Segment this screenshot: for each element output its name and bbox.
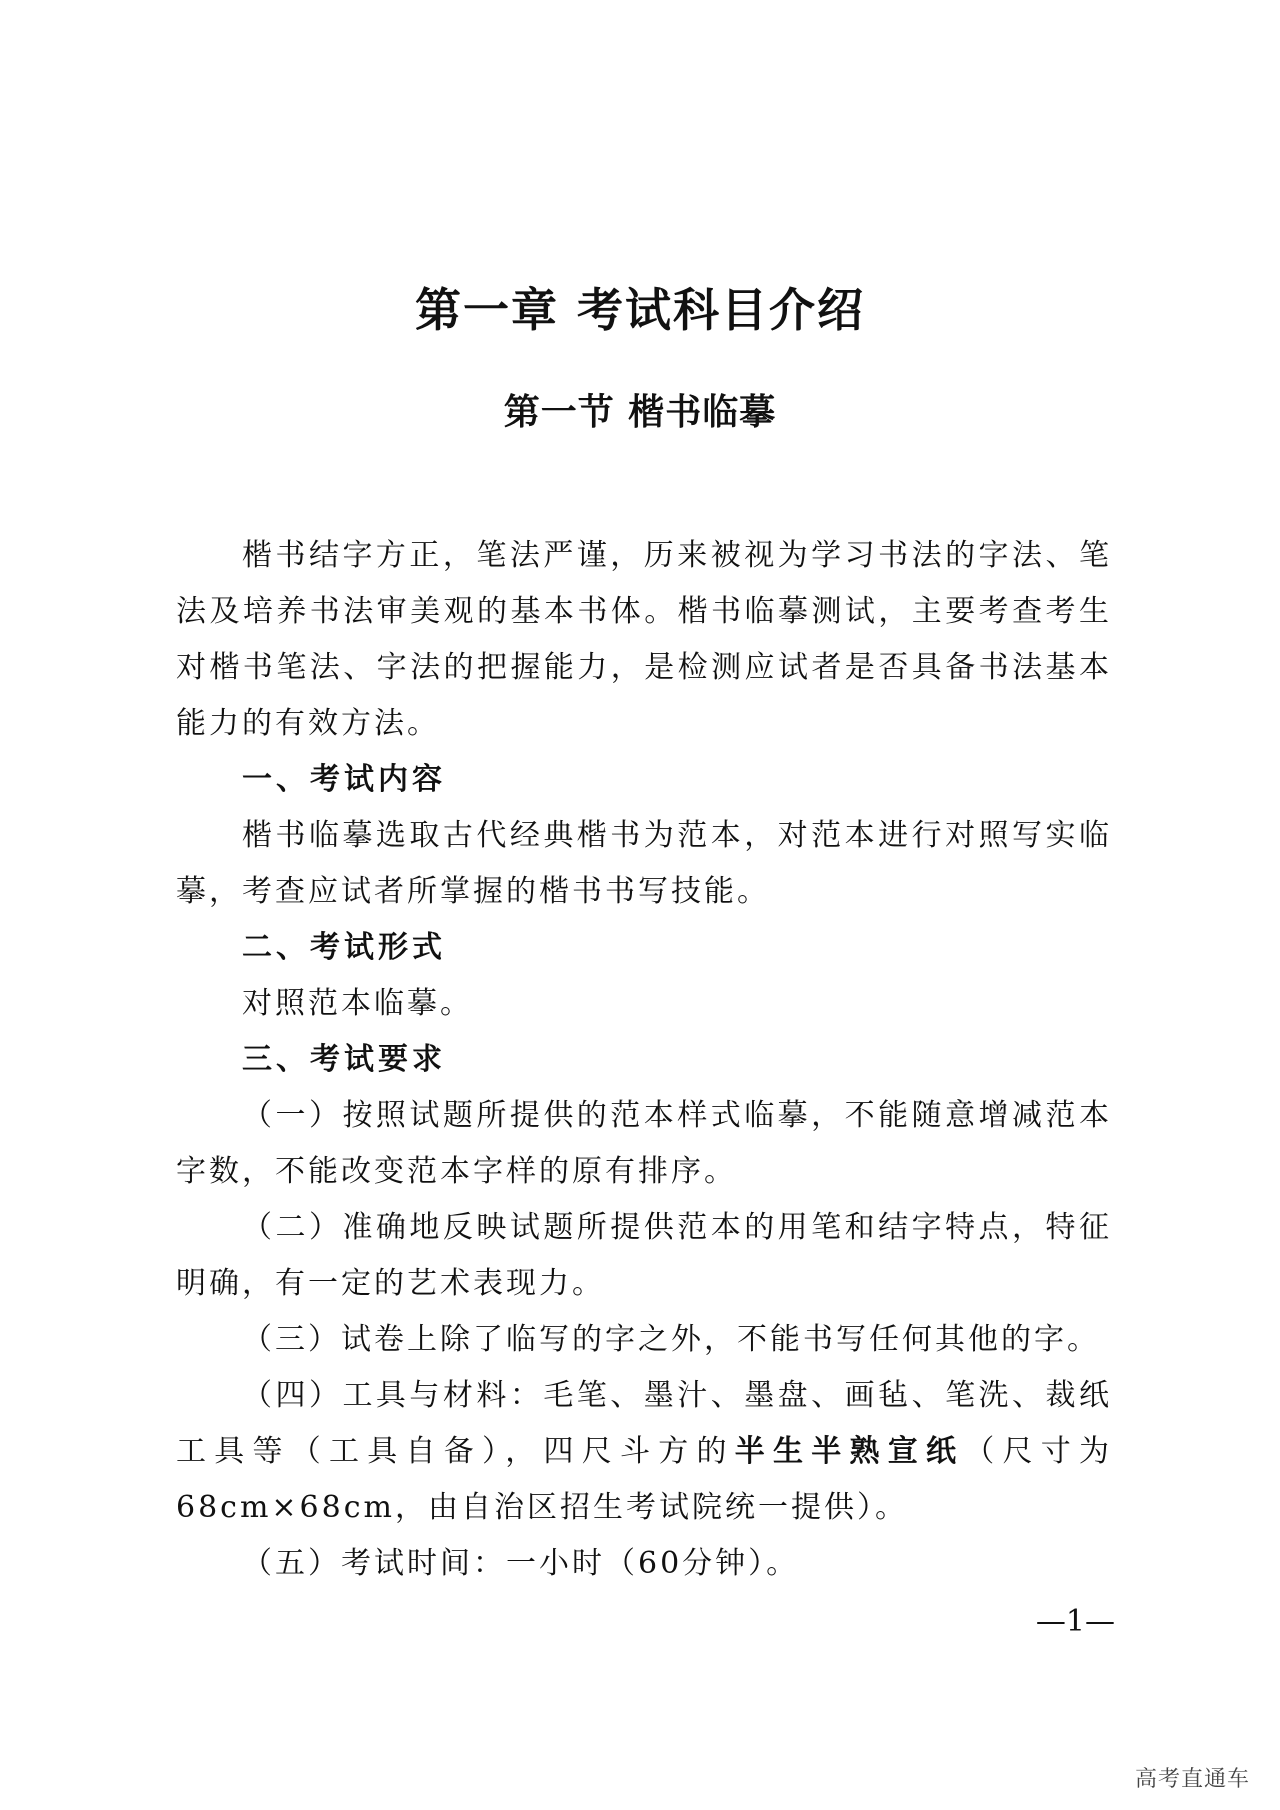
tools-text-before: （四）工具与材料：毛笔、墨汁、墨盘、画毡、笔洗、裁纸工具等（工具自备），四尺斗方的 — [176, 1378, 1112, 1469]
tools-text-after: （尺寸为68cm×68cm，由自治区招生考试院统一提供）。 — [176, 1434, 1112, 1525]
heading-exam-content: 一、考试内容 — [242, 762, 446, 797]
watermark: 高考直通车 — [1134, 1767, 1250, 1792]
exam-format-paragraph: 对照范本临摹。 — [242, 986, 473, 1021]
requirement-2: （二）准确地反映试题所提供范本的用笔和结字特点，特征明确，有一定的艺术表现力。 — [176, 1210, 1112, 1301]
requirement-3: （三）试卷上除了临写的字之外，不能书写任何其他的字。 — [242, 1322, 1100, 1357]
requirement-5-time: （五）考试时间：一小时（60分钟）。 — [242, 1546, 800, 1581]
requirement-1: （一）按照试题所提供的范本样式临摹，不能随意增减范本字数，不能改变范本字样的原有排序。 — [176, 1098, 1112, 1189]
chapter-title: 第一章 考试科目介绍 — [414, 283, 865, 337]
requirement-4-tools — [176, 1368, 1112, 1536]
document-body — [176, 528, 1112, 1592]
exam-content-paragraph: 楷书临摹选取古代经典楷书为范本，对范本进行对照写实临摹，考查应试者所掌握的楷书书写技能。 — [176, 818, 1112, 909]
section-title: 第一节 楷书临摹 — [503, 392, 777, 433]
intro-paragraph: 楷书结字方正，笔法严谨，历来被视为学习书法的字法、笔法及培养书法审美观的基本书体。楷书临摹测试，主要考查考生对楷书笔法、字法的把握能力，是检测应试者是否具备书法基本能力的有效方法。 — [176, 538, 1112, 741]
tools-paper-bold: 半生半熟宣纸 — [734, 1434, 965, 1469]
heading-exam-requirements: 三、考试要求 — [242, 1042, 446, 1077]
heading-exam-format: 二、考试形式 — [242, 930, 446, 965]
page-number: —1— — [1035, 1604, 1115, 1639]
